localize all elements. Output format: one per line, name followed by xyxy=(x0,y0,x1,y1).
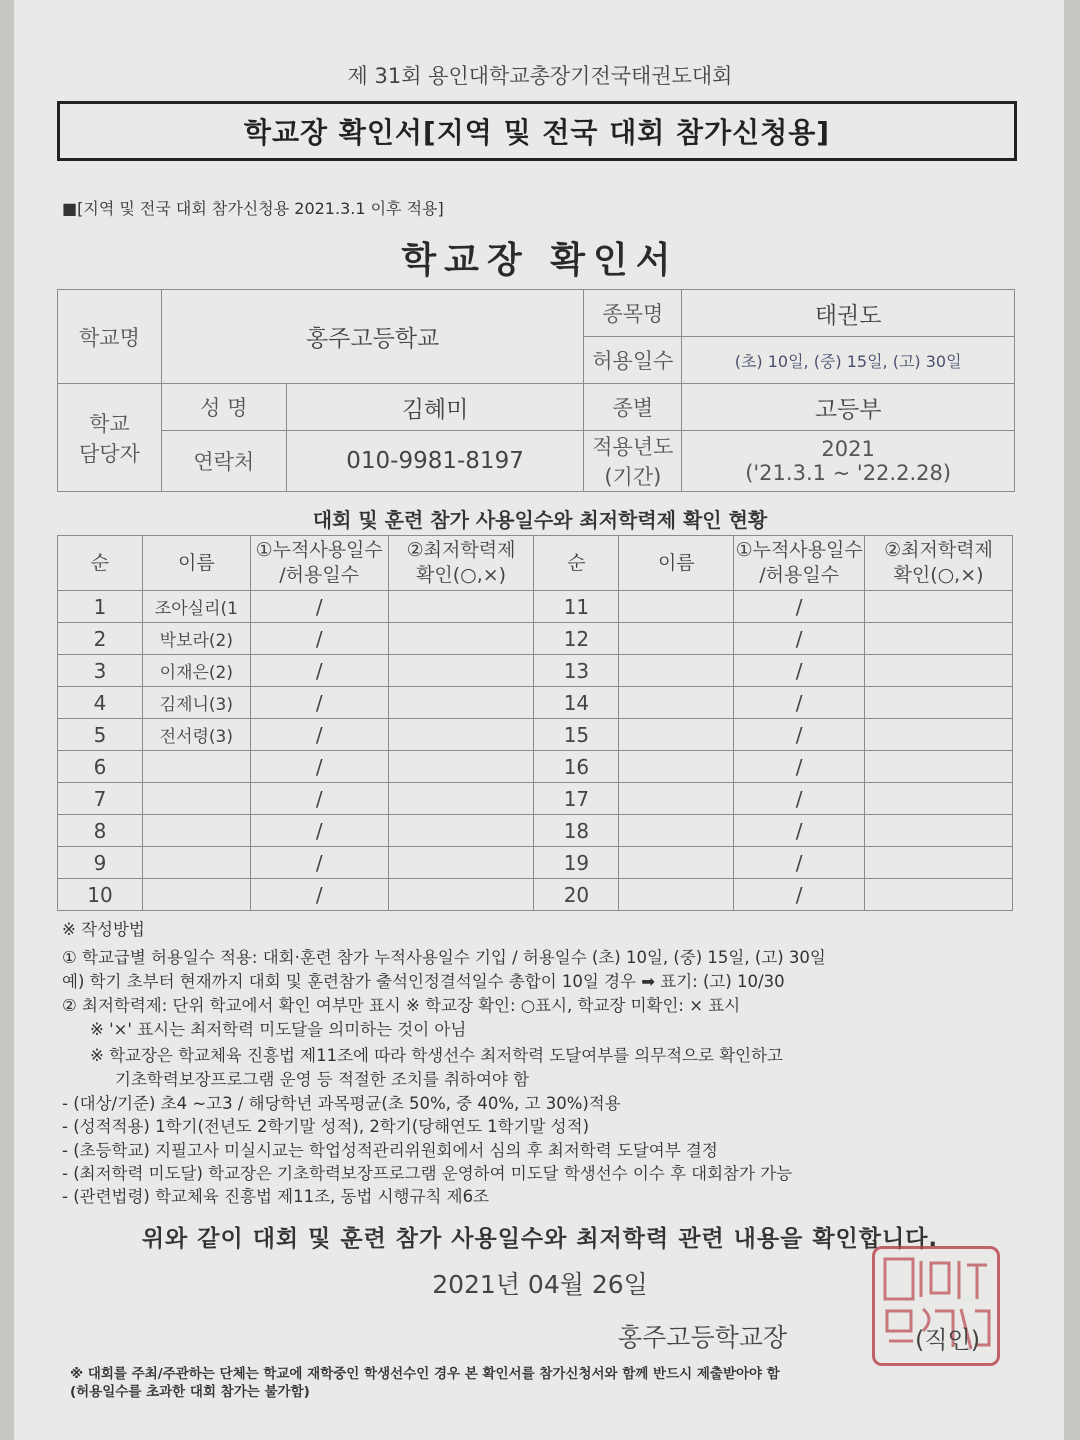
instruction-line: ※ 학교장은 학교체육 진흥법 제11조에 따라 학생선수 최저학력 도달여부를 의무적으로 확인하고 xyxy=(90,1046,783,1065)
row-min-2 xyxy=(865,879,1013,911)
row-min xyxy=(388,591,534,623)
header-no: 순 xyxy=(58,536,143,591)
row-min xyxy=(388,783,534,815)
event-name: 제 31회 용인대학교총장기전국태권도대회 xyxy=(347,64,733,88)
row-no: 8 xyxy=(58,815,143,847)
row-name: 전서령(3) xyxy=(142,719,250,751)
row-min-2 xyxy=(865,655,1013,687)
table-row xyxy=(58,751,1013,783)
row-min-2 xyxy=(865,623,1013,655)
footer-note-1: ※ 대회를 주최/주관하는 단체는 학교에 재학중인 학생선수인 경우 본 확인서를 참가신청서와 함께 반드시 제출받아야 함 xyxy=(70,1366,780,1382)
row-days-2: / xyxy=(734,847,865,879)
row-min-2 xyxy=(865,719,1013,751)
row-min xyxy=(388,751,534,783)
header-min-2-line2: 확인(○,×) xyxy=(893,564,984,586)
row-days-2: / xyxy=(734,719,865,751)
row-min xyxy=(388,719,534,751)
row-no-2: 18 xyxy=(534,815,619,847)
row-days-2: / xyxy=(734,655,865,687)
row-name-2 xyxy=(619,815,734,847)
row-days: / xyxy=(250,879,388,911)
contact-label: 연락처 xyxy=(161,431,286,492)
row-days-2: / xyxy=(734,591,865,623)
row-no-2: 17 xyxy=(534,783,619,815)
row-no: 1 xyxy=(58,591,143,623)
days-label: 허용일수 xyxy=(584,337,682,384)
row-name xyxy=(142,879,250,911)
row-name xyxy=(142,815,250,847)
row-days: / xyxy=(250,783,388,815)
header-name: 이름 xyxy=(142,536,250,591)
applicability-note: ■[지역 및 전국 대회 참가신청용 2021.3.1 이후 적용] xyxy=(62,199,444,218)
document-title: 학교장 확인서 xyxy=(401,240,679,281)
instruction-line: ① 학교급별 허용일수 적용: 대회·훈련 참가 누적사용일수 기입 / 허용일수 (초) 10일, (중) 15일, (고) 30일 xyxy=(62,948,826,967)
row-no: 6 xyxy=(58,751,143,783)
instruction-line: - (성적적용) 1학기(전년도 2학기말 성적), 2학기(당해연도 1학기말 성적) xyxy=(62,1117,590,1136)
row-days: / xyxy=(250,623,388,655)
header-min-line2: 확인(○,×) xyxy=(416,564,507,586)
header-min-line1: ②최저학력제 xyxy=(406,539,516,561)
row-days-2: / xyxy=(734,623,865,655)
year-label-line2: (기간) xyxy=(604,465,662,489)
school-info-table xyxy=(57,289,1015,492)
manager-label-line1: 학교 xyxy=(89,411,130,436)
table-row xyxy=(58,655,1013,687)
table-row xyxy=(58,783,1013,815)
row-days: / xyxy=(250,847,388,879)
row-no-2: 15 xyxy=(534,719,619,751)
row-name xyxy=(142,751,250,783)
row-no-2: 13 xyxy=(534,655,619,687)
instruction-line: - (관련법령) 학교체육 진흥법 제11조, 동법 시행규칙 제6조 xyxy=(62,1187,489,1206)
row-no-2: 19 xyxy=(534,847,619,879)
row-min-2 xyxy=(865,687,1013,719)
row-days: / xyxy=(250,815,388,847)
table-row xyxy=(58,687,1013,719)
name-label: 성 명 xyxy=(161,384,286,431)
header-days xyxy=(250,536,388,591)
principal-signature: 홍주고등학교장 xyxy=(618,1323,788,1352)
table-header-row xyxy=(58,536,1013,591)
event-value: 태권도 xyxy=(682,290,1015,337)
instruction-line: ② 최저학력제: 단위 학교에서 확인 여부만 표시 ※ 학교장 확인: ○표시, 학교장 미확인: × 표시 xyxy=(62,996,741,1015)
row-no: 3 xyxy=(58,655,143,687)
row-name: 이재은(2) xyxy=(142,655,250,687)
table-row xyxy=(58,591,1013,623)
table-row xyxy=(58,719,1013,751)
row-days: / xyxy=(250,751,388,783)
row-days-2: / xyxy=(734,687,865,719)
row-no: 4 xyxy=(58,687,143,719)
row-no: 5 xyxy=(58,719,143,751)
category-label: 종별 xyxy=(584,384,682,431)
school-value: 홍주고등학교 xyxy=(161,290,584,384)
row-days-2: / xyxy=(734,879,865,911)
row-name-2 xyxy=(619,847,734,879)
row-no: 9 xyxy=(58,847,143,879)
category-value: 고등부 xyxy=(682,384,1015,431)
row-min-2 xyxy=(865,591,1013,623)
row-name-2 xyxy=(619,623,734,655)
days-value: (초) 10일, (중) 15일, (고) 30일 xyxy=(682,337,1015,384)
manager-label xyxy=(58,384,162,492)
year-value-line1: 2021 xyxy=(821,437,875,461)
year-label xyxy=(584,431,682,492)
row-no-2: 12 xyxy=(534,623,619,655)
row-min-2 xyxy=(865,815,1013,847)
row-min xyxy=(388,655,534,687)
row-min xyxy=(388,879,534,911)
year-label-line1: 적용년도 xyxy=(592,435,674,459)
row-no: 2 xyxy=(58,623,143,655)
row-min xyxy=(388,847,534,879)
row-days-2: / xyxy=(734,751,865,783)
row-name-2 xyxy=(619,719,734,751)
instruction-line: 예) 학기 초부터 현재까지 대회 및 훈련참가 출석인정결석일수 총합이 10일 경우 ➡ 표기: (고) 10/30 xyxy=(62,972,785,991)
contact-value: 010-9981-8197 xyxy=(286,431,584,492)
row-days: / xyxy=(250,719,388,751)
row-days: / xyxy=(250,687,388,719)
instruction-line: - (최저학력 미도달) 학교장은 기초학력보장프로그램 운영하여 미도달 학생선수 이수 후 대회참가 가능 xyxy=(62,1164,793,1183)
event-label: 종목명 xyxy=(584,290,682,337)
row-no: 7 xyxy=(58,783,143,815)
manager-label-line2: 담당자 xyxy=(79,441,140,466)
row-name: 조아실리(1 xyxy=(142,591,250,623)
row-name-2 xyxy=(619,783,734,815)
header-days-line1: ①누적사용일수 xyxy=(255,539,383,561)
row-no-2: 20 xyxy=(534,879,619,911)
header-days-line2: /허용일수 xyxy=(279,564,360,586)
document-box-title: 학교장 확인서[지역 및 전국 대회 참가신청용] xyxy=(57,101,1017,161)
table-row xyxy=(58,623,1013,655)
header-days-2-line2: /허용일수 xyxy=(759,564,840,586)
instruction-line: ※ '×' 표시는 최저학력 미도달을 의미하는 것이 아님 xyxy=(90,1020,467,1039)
row-name: 박보라(2) xyxy=(142,623,250,655)
declaration: 위와 같이 대회 및 훈련 참가 사용일수와 최저학력 관련 내용을 확인합니다. xyxy=(141,1226,939,1252)
row-name-2 xyxy=(619,687,734,719)
footer-note-2: (허용일수를 초과한 대회 참가는 불가함) xyxy=(70,1384,310,1400)
row-min-2 xyxy=(865,751,1013,783)
row-name-2 xyxy=(619,591,734,623)
row-min-2 xyxy=(865,783,1013,815)
signature-date: 2021년 04월 26일 xyxy=(432,1270,648,1299)
row-days: / xyxy=(250,655,388,687)
row-name: 김제니(3) xyxy=(142,687,250,719)
participant-table xyxy=(57,535,1013,911)
table-subtitle: 대회 및 훈련 참가 사용일수와 최저학력제 확인 현황 xyxy=(312,508,768,532)
row-min xyxy=(388,687,534,719)
row-min-2 xyxy=(865,847,1013,879)
table-row xyxy=(58,847,1013,879)
year-value-line2: ('21.3.1 ~ '22.2.28) xyxy=(745,461,952,485)
row-name-2 xyxy=(619,879,734,911)
row-min xyxy=(388,815,534,847)
name-value: 김혜미 xyxy=(286,384,584,431)
row-min xyxy=(388,623,534,655)
row-name-2 xyxy=(619,751,734,783)
row-no-2: 11 xyxy=(534,591,619,623)
row-days-2: / xyxy=(734,783,865,815)
row-days: / xyxy=(250,591,388,623)
header-days-2 xyxy=(734,536,865,591)
row-name-2 xyxy=(619,655,734,687)
instruction-line: - (대상/기준) 초4 ~고3 / 해당학년 과목평균(초 50%, 중 40%, 고 30%)적용 xyxy=(62,1094,621,1113)
row-days-2: / xyxy=(734,815,865,847)
header-days-2-line1: ①누적사용일수 xyxy=(735,539,863,561)
school-label: 학교명 xyxy=(58,290,162,384)
instructions-title: ※ 작성방법 xyxy=(62,920,145,939)
header-name-2: 이름 xyxy=(619,536,734,591)
row-no-2: 14 xyxy=(534,687,619,719)
header-no-2: 순 xyxy=(534,536,619,591)
row-name xyxy=(142,783,250,815)
row-no: 10 xyxy=(58,879,143,911)
year-value xyxy=(682,431,1015,492)
instruction-line: 기초학력보장프로그램 운영 등 적절한 조치를 취하여야 함 xyxy=(115,1070,530,1089)
row-name xyxy=(142,847,250,879)
header-min xyxy=(388,536,534,591)
instruction-line: - (초등학교) 지필고사 미실시교는 학업성적관리위원회에서 심의 후 최저학력 도달여부 결정 xyxy=(62,1141,718,1160)
seal-label: (직인) xyxy=(915,1326,981,1354)
table-row xyxy=(58,815,1013,847)
header-min-2-line1: ②최저학력제 xyxy=(884,539,993,561)
row-no-2: 16 xyxy=(534,751,619,783)
table-row xyxy=(58,879,1013,911)
header-min-2 xyxy=(865,536,1013,591)
